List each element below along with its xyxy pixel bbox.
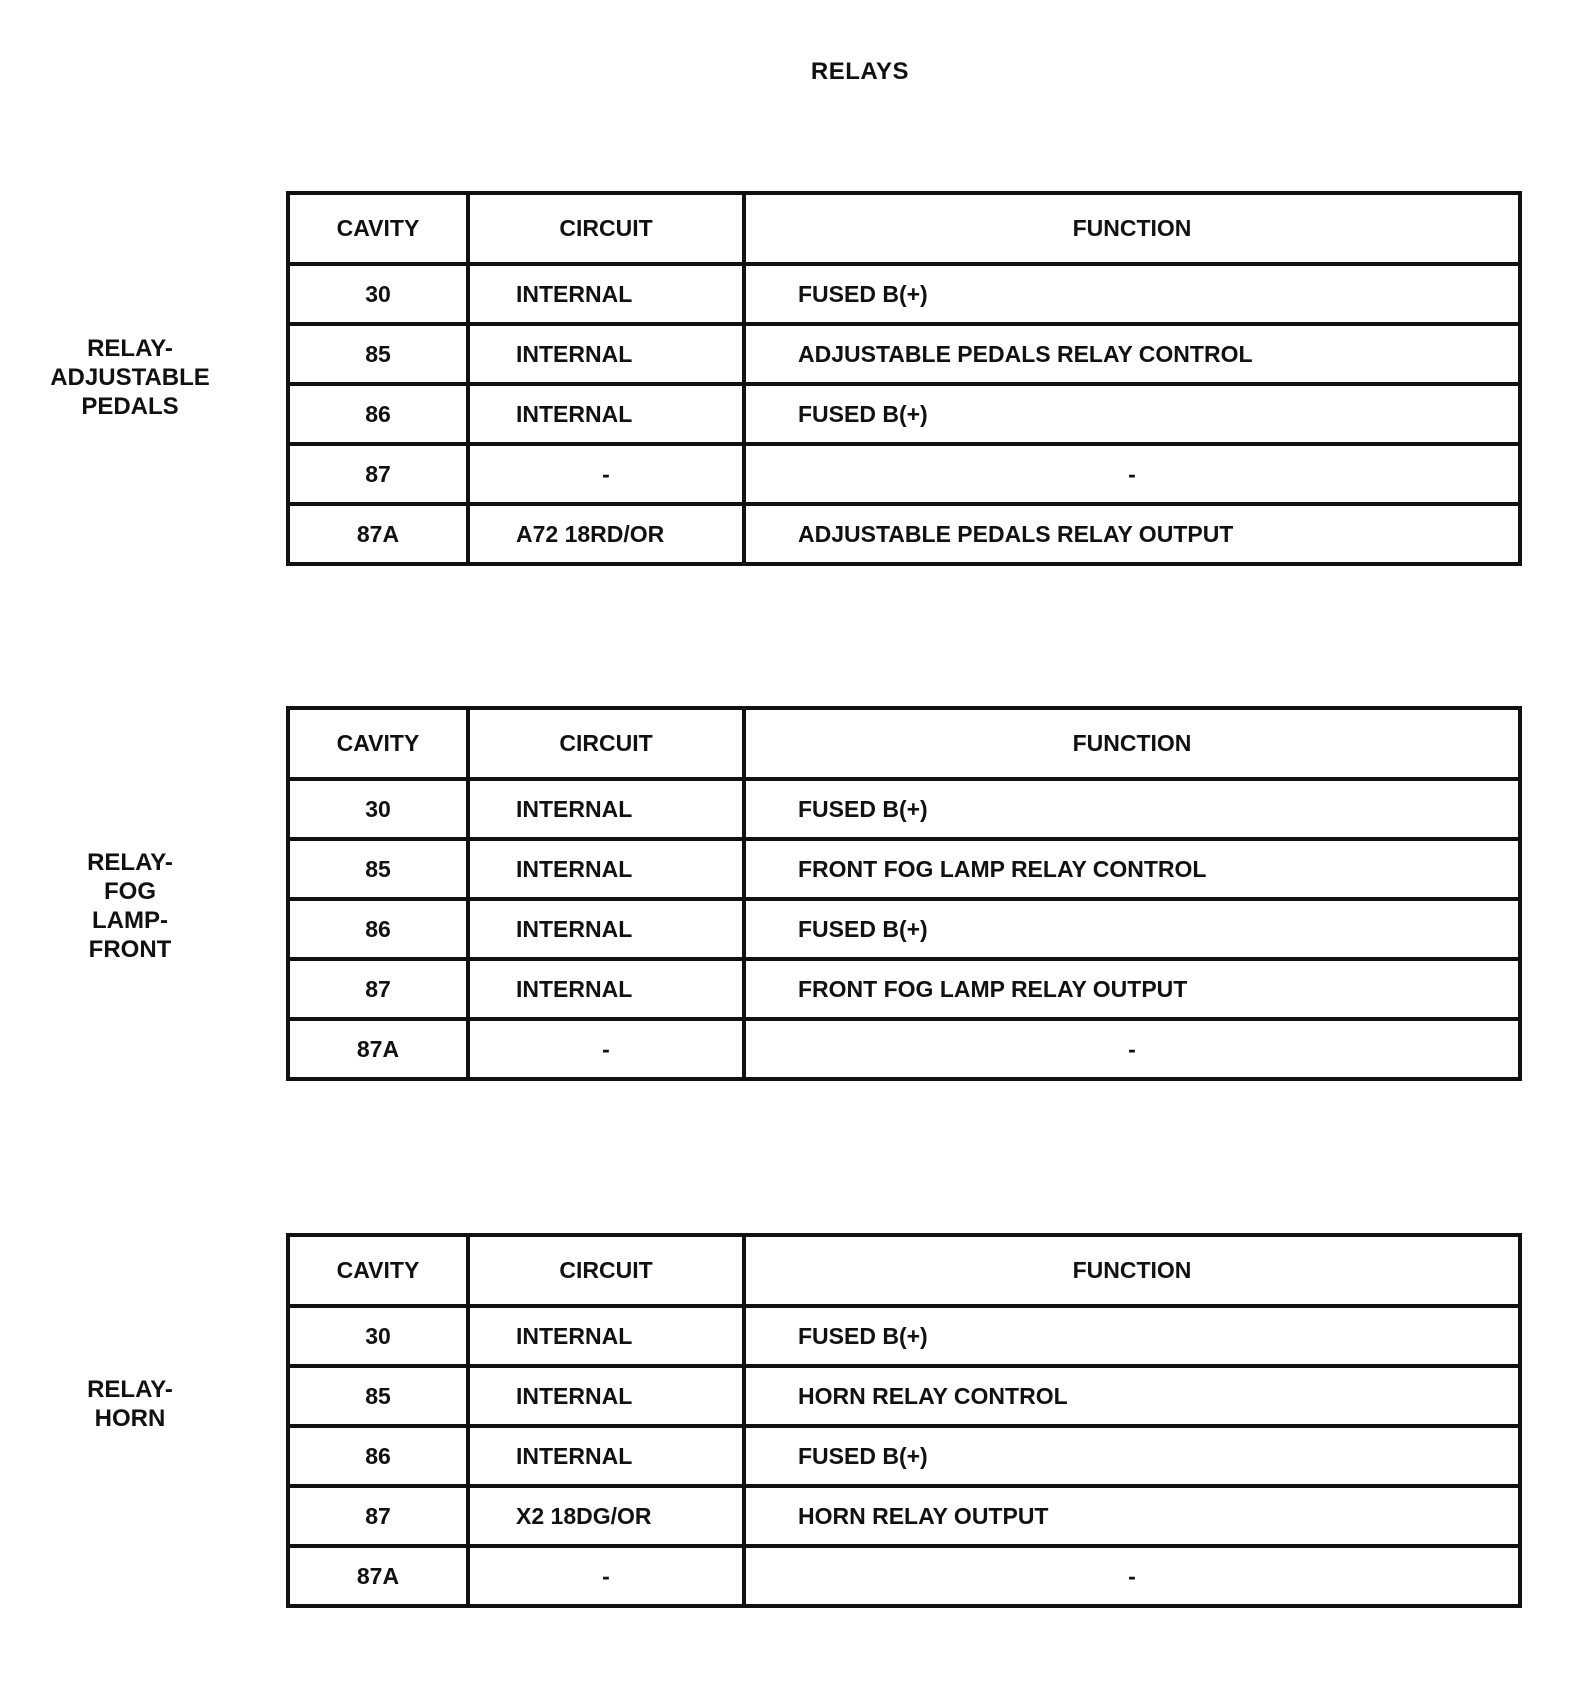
relay-table-horn bbox=[286, 1233, 1522, 1608]
table-row bbox=[288, 504, 1520, 564]
column-header-circuit: CIRCUIT bbox=[468, 1235, 744, 1306]
cavity-cell: 87A bbox=[288, 1546, 468, 1606]
cavity-cell: 30 bbox=[288, 779, 468, 839]
cavity-cell: 85 bbox=[288, 839, 468, 899]
column-header-function: FUNCTION bbox=[744, 708, 1520, 779]
circuit-cell: INTERNAL bbox=[468, 959, 744, 1019]
table-header-row bbox=[288, 708, 1520, 779]
function-cell: FUSED B(+) bbox=[744, 384, 1520, 444]
circuit-cell: INTERNAL bbox=[468, 779, 744, 839]
cavity-cell: 87 bbox=[288, 959, 468, 1019]
table-row bbox=[288, 444, 1520, 504]
table-header-row bbox=[288, 1235, 1520, 1306]
column-header-circuit: CIRCUIT bbox=[468, 193, 744, 264]
cavity-cell: 86 bbox=[288, 384, 468, 444]
circuit-cell: INTERNAL bbox=[468, 1306, 744, 1366]
table-row bbox=[288, 779, 1520, 839]
relay-label-line: FRONT bbox=[88, 936, 172, 963]
page-title: RELAYS bbox=[810, 58, 910, 85]
relay-table-fog-lamp-front bbox=[286, 706, 1522, 1081]
relay-label-fog-lamp-front bbox=[40, 848, 220, 964]
relay-label-line: HORN bbox=[94, 1405, 166, 1432]
table-row bbox=[288, 324, 1520, 384]
circuit-cell: X2 18DG/OR bbox=[468, 1486, 744, 1546]
circuit-cell: INTERNAL bbox=[468, 384, 744, 444]
relay-label-line: LAMP- bbox=[92, 907, 168, 934]
cavity-cell: 30 bbox=[288, 264, 468, 324]
circuit-cell: - bbox=[468, 1546, 744, 1606]
relay-label-line: FOG bbox=[104, 878, 156, 905]
relay-label-line: ADJUSTABLE bbox=[50, 364, 210, 391]
function-cell: FUSED B(+) bbox=[744, 264, 1520, 324]
relay-label-line: RELAY- bbox=[87, 335, 173, 362]
cavity-cell: 85 bbox=[288, 324, 468, 384]
cavity-cell: 86 bbox=[288, 899, 468, 959]
circuit-cell: INTERNAL bbox=[468, 839, 744, 899]
relay-label-line: PEDALS bbox=[81, 393, 179, 420]
relay-label-line: RELAY- bbox=[87, 849, 173, 876]
relay-table-adjustable-pedals bbox=[286, 191, 1522, 566]
circuit-cell: - bbox=[468, 1019, 744, 1079]
table-row bbox=[288, 899, 1520, 959]
circuit-cell: INTERNAL bbox=[468, 1366, 744, 1426]
cavity-cell: 87 bbox=[288, 444, 468, 504]
circuit-cell: INTERNAL bbox=[468, 324, 744, 384]
column-header-cavity: CAVITY bbox=[288, 1235, 468, 1306]
cavity-cell: 85 bbox=[288, 1366, 468, 1426]
function-cell: HORN RELAY CONTROL bbox=[744, 1366, 1520, 1426]
function-cell: FRONT FOG LAMP RELAY OUTPUT bbox=[744, 959, 1520, 1019]
function-cell: HORN RELAY OUTPUT bbox=[744, 1486, 1520, 1546]
cavity-cell: 86 bbox=[288, 1426, 468, 1486]
table-row bbox=[288, 264, 1520, 324]
circuit-cell: INTERNAL bbox=[468, 264, 744, 324]
table-row bbox=[288, 1019, 1520, 1079]
cavity-cell: 30 bbox=[288, 1306, 468, 1366]
relay-label-horn bbox=[40, 1375, 220, 1433]
function-cell: FUSED B(+) bbox=[744, 899, 1520, 959]
function-cell: FRONT FOG LAMP RELAY CONTROL bbox=[744, 839, 1520, 899]
column-header-function: FUNCTION bbox=[744, 193, 1520, 264]
function-cell: - bbox=[744, 1019, 1520, 1079]
function-cell: FUSED B(+) bbox=[744, 1306, 1520, 1366]
column-header-cavity: CAVITY bbox=[288, 193, 468, 264]
function-cell: ADJUSTABLE PEDALS RELAY CONTROL bbox=[744, 324, 1520, 384]
circuit-cell: A72 18RD/OR bbox=[468, 504, 744, 564]
circuit-cell: INTERNAL bbox=[468, 1426, 744, 1486]
cavity-cell: 87A bbox=[288, 1019, 468, 1079]
table-row bbox=[288, 959, 1520, 1019]
relay-label-adjustable-pedals bbox=[40, 334, 220, 421]
function-cell: FUSED B(+) bbox=[744, 1426, 1520, 1486]
function-cell: - bbox=[744, 444, 1520, 504]
cavity-cell: 87 bbox=[288, 1486, 468, 1546]
function-cell: ADJUSTABLE PEDALS RELAY OUTPUT bbox=[744, 504, 1520, 564]
column-header-cavity: CAVITY bbox=[288, 708, 468, 779]
column-header-function: FUNCTION bbox=[744, 1235, 1520, 1306]
column-header-circuit: CIRCUIT bbox=[468, 708, 744, 779]
function-cell: - bbox=[744, 1546, 1520, 1606]
table-row bbox=[288, 1426, 1520, 1486]
table-row bbox=[288, 1366, 1520, 1426]
table-row bbox=[288, 1546, 1520, 1606]
circuit-cell: INTERNAL bbox=[468, 899, 744, 959]
table-row bbox=[288, 384, 1520, 444]
circuit-cell: - bbox=[468, 444, 744, 504]
cavity-cell: 87A bbox=[288, 504, 468, 564]
table-row bbox=[288, 1306, 1520, 1366]
table-row bbox=[288, 1486, 1520, 1546]
table-header-row bbox=[288, 193, 1520, 264]
table-row bbox=[288, 839, 1520, 899]
relay-label-line: RELAY- bbox=[87, 1376, 173, 1403]
function-cell: FUSED B(+) bbox=[744, 779, 1520, 839]
